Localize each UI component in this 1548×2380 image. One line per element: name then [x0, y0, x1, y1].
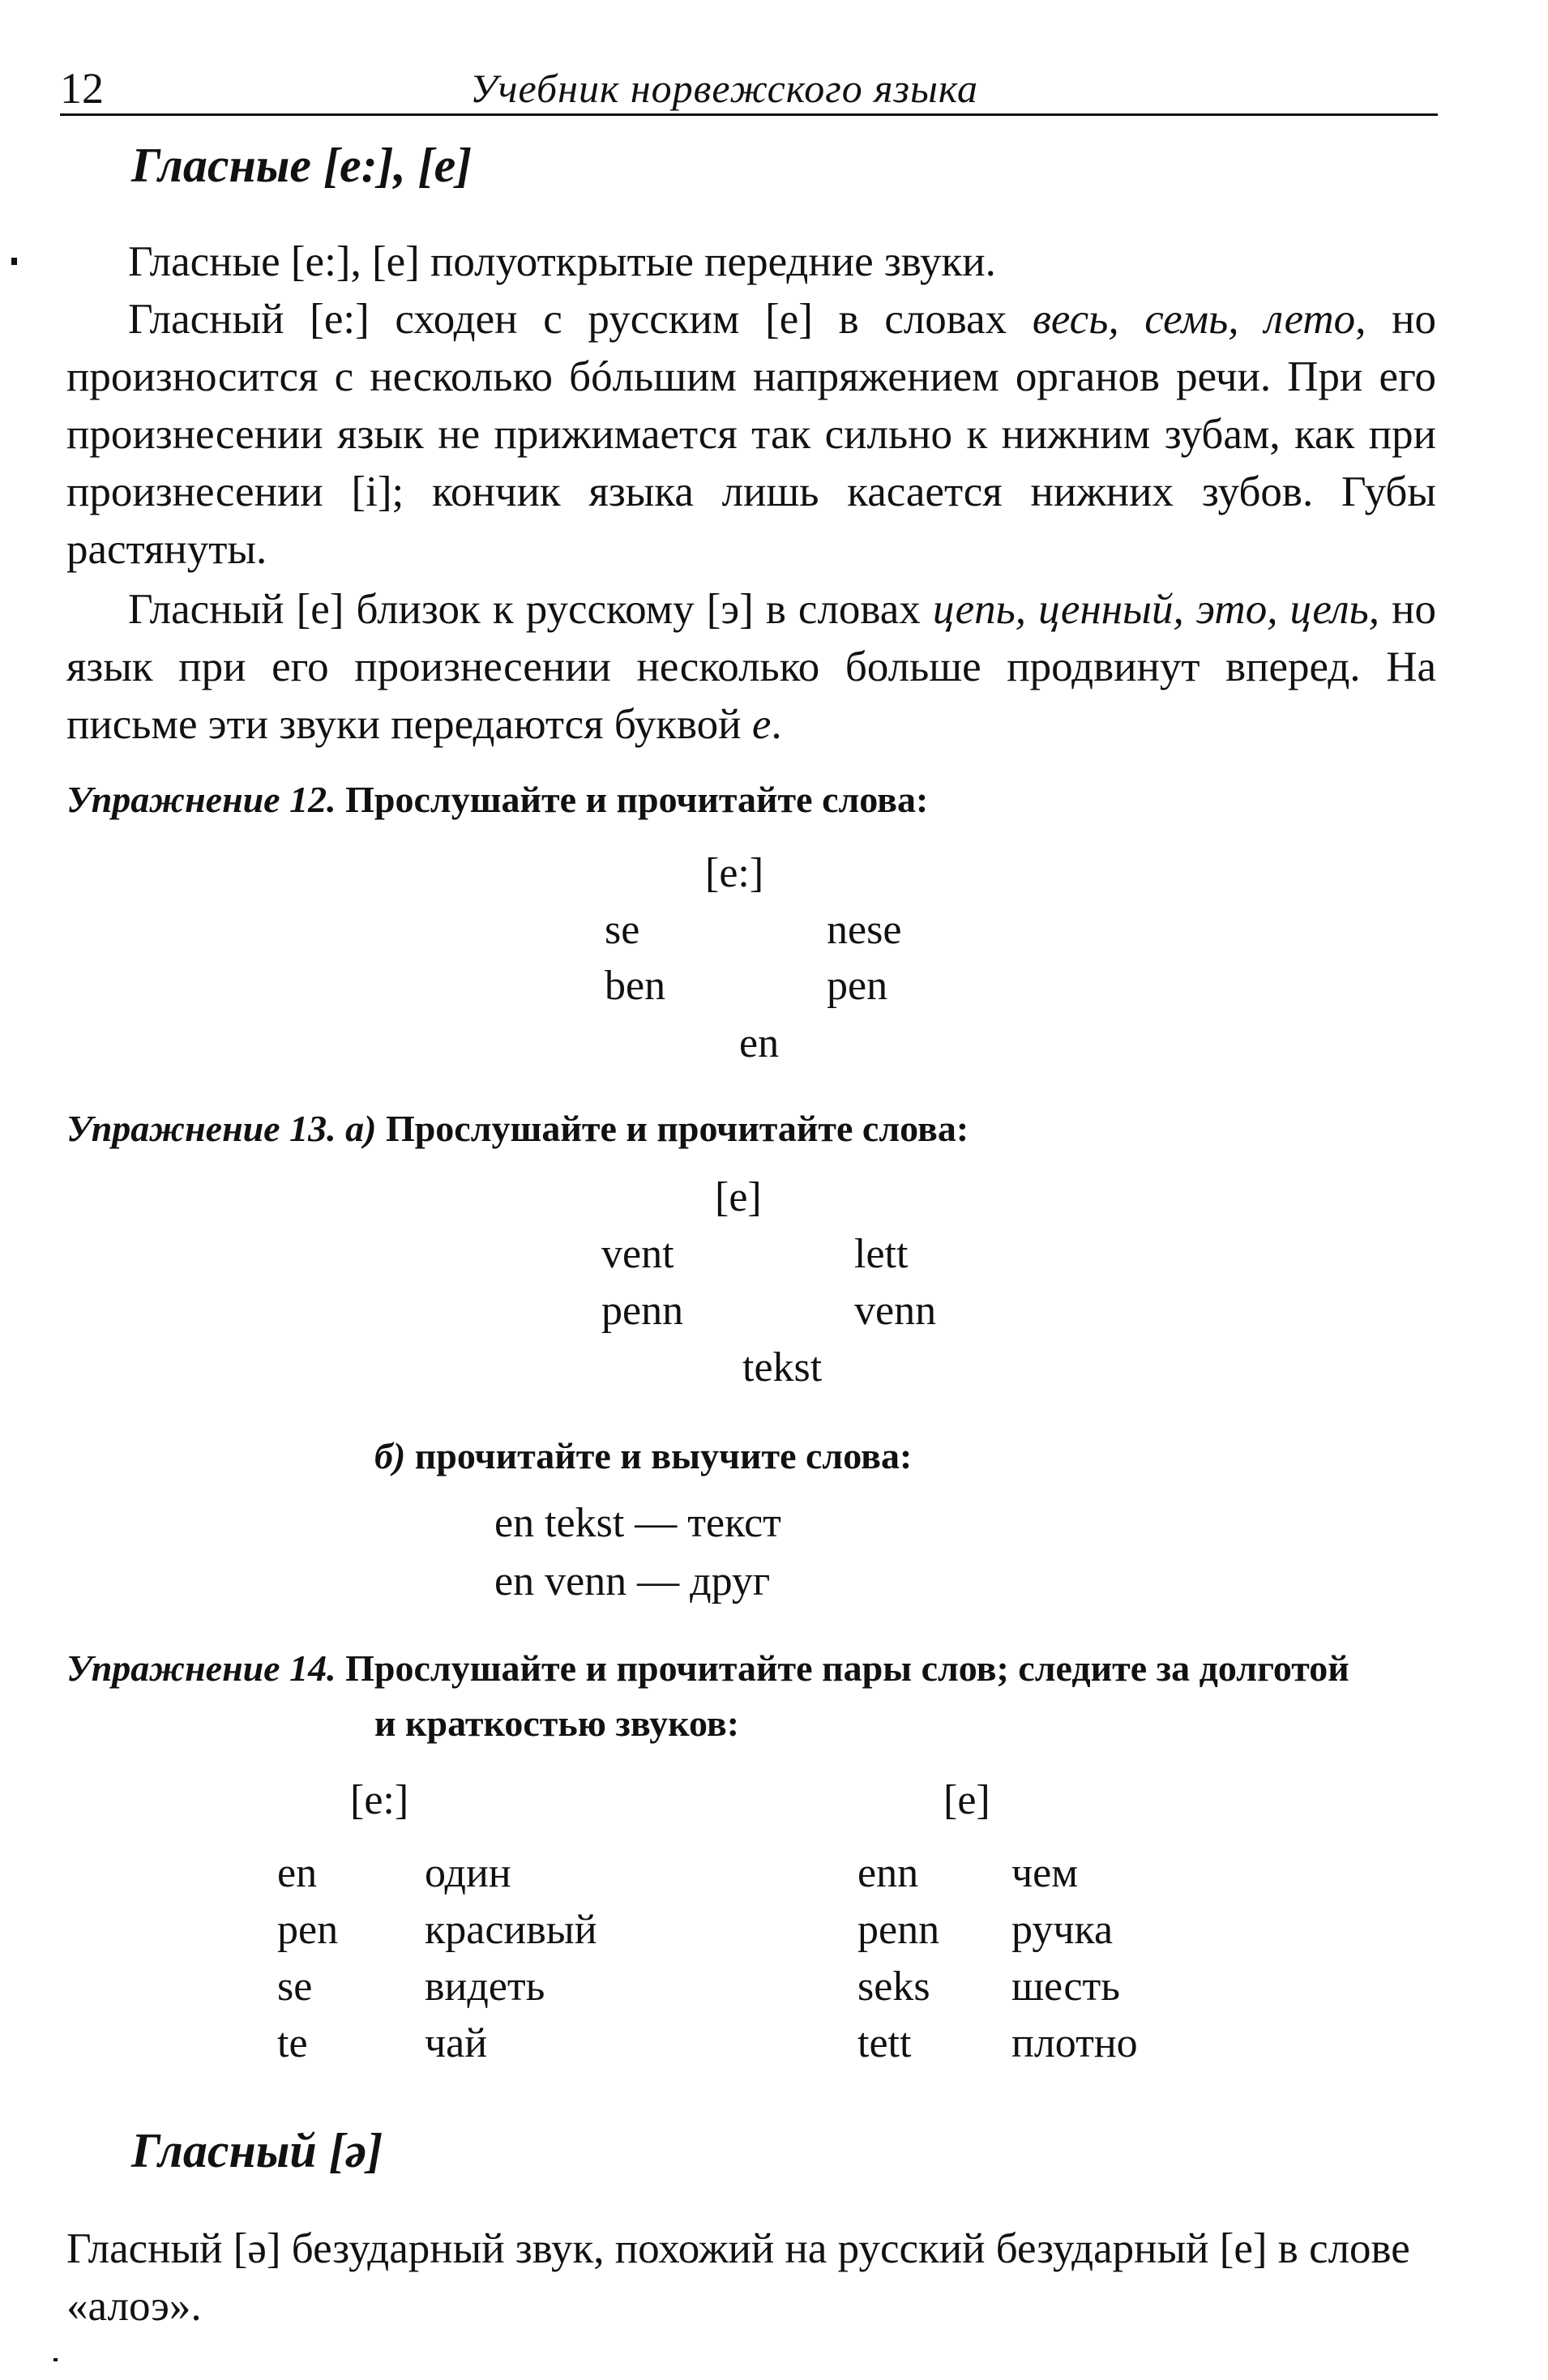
exercise-14-short-translation: чем [1011, 1850, 1079, 1896]
exercise-14-long-word: en [277, 1850, 318, 1896]
exercise-14-long-word: pen [277, 1907, 339, 1953]
exercise-12-word: nese [827, 907, 902, 953]
exercise-13-header [66, 1107, 969, 1150]
exercise-13-phoneme: [e] [715, 1174, 762, 1220]
page-number: 12 [60, 64, 104, 113]
paragraph-3 [66, 581, 1436, 754]
scan-mark [11, 258, 17, 265]
exercise-12-phoneme: [e:] [705, 850, 764, 896]
exercise-14-instruction-1: Прослушайте и прочитайте пары слов; следите за долготой [345, 1647, 1349, 1689]
exercise-14-long-translation: один [425, 1850, 511, 1896]
exercise-12-word: pen [827, 963, 888, 1009]
exercise-13-vocab: en tekst — текст [494, 1500, 781, 1546]
paragraph-1-text: Гласные [e:], [e] полуоткрытые передние звуки. [128, 238, 996, 285]
exercise-14-long-translation: чай [425, 2020, 488, 2066]
exercise-14-short-translation: шесть [1011, 1963, 1120, 2010]
paragraph-3-examples: цепь, ценный, это, цель, [932, 586, 1380, 633]
exercise-13-label: Упражнение 13. [66, 1108, 336, 1149]
exercise-14-short-translation: плотно [1011, 2020, 1138, 2066]
section-heading-e: Гласные [e:], [e] [131, 139, 473, 192]
section-heading-schwa: Гласный [ə] [131, 2124, 383, 2177]
paragraph-3-letter: е [751, 701, 772, 748]
exercise-13-instruction-a: Прослушайте и прочитайте слова: [385, 1108, 969, 1149]
exercise-13-word: penn [601, 1288, 684, 1334]
paragraph-3-text-c: . [771, 701, 782, 748]
header-rule [60, 113, 1438, 116]
exercise-14-label: Упражнение 14. [66, 1647, 336, 1689]
exercise-13-word: lett [854, 1231, 909, 1277]
paragraph-2-text-b: , но произносится с несколько бóльшим напряжением органов речи. При его произнесении язык не прижимается так сильно к нижним зубам, как при произнесении [i]; кончик языка лишь касается нижних зубов. Губы растянуты. [66, 296, 1436, 573]
exercise-14-instruction-2: и краткостью звуков: [374, 1703, 740, 1744]
paragraph-3-text-b: но язык при его произнесении несколько больше продвинут вперед. На письме эти звуки передаются буквой [66, 586, 1436, 748]
exercise-12-word: ben [605, 963, 666, 1009]
exercise-14-short-word: tett [857, 2020, 912, 2066]
exercise-14-long-translation: видеть [425, 1963, 545, 2010]
exercise-13-vocab: en venn — друг [494, 1558, 771, 1604]
exercise-13-word: tekst [742, 1344, 823, 1391]
paragraph-2 [66, 291, 1436, 579]
exercise-13-part-b: б) [374, 1435, 406, 1476]
exercise-12-instruction: Прослушайте и прочитайте слова: [345, 779, 929, 820]
paragraph-2-text-a: Гласный [e:] сходен с русским [е] в словах [128, 296, 1033, 343]
exercise-14-long-translation: красивый [425, 1907, 597, 1953]
exercise-12-word: se [605, 907, 640, 953]
exercise-13-header-b [374, 1434, 912, 1477]
paragraph-2-examples: весь, семь, лето [1032, 296, 1356, 343]
exercise-14-header-line2 [374, 1702, 739, 1745]
scan-mark [53, 2358, 58, 2361]
paragraph-schwa: Гласный [ə] безударный звук, похожий на русский безударный [е] в слове «алоэ». [66, 2225, 1410, 2330]
exercise-14-short-word: seks [857, 1963, 930, 2010]
exercise-13-part-a: а) [345, 1108, 377, 1149]
exercise-13-instruction-b: прочитайте и выучите слова: [414, 1435, 913, 1476]
exercise-12-header [66, 778, 928, 821]
exercise-14-header [66, 1647, 1349, 1690]
paragraph-1 [66, 233, 1436, 291]
exercise-14-long-phoneme: [e:] [350, 1777, 409, 1823]
exercise-12-word: en [739, 1020, 780, 1066]
exercise-13-word: vent [601, 1231, 674, 1277]
exercise-14-short-phoneme: [e] [943, 1777, 990, 1823]
exercise-13-word: venn [854, 1288, 937, 1334]
exercise-14-long-word: te [277, 2020, 308, 2066]
running-title: Учебник норвежского языка [470, 66, 979, 111]
exercise-12-label: Упражнение 12. [66, 779, 336, 820]
paragraph-3-text-a: Гласный [e] близок к русскому [э] в словах [128, 586, 933, 633]
exercise-14-short-translation: ручка [1011, 1907, 1114, 1953]
exercise-14-long-word: se [277, 1963, 313, 2010]
exercise-14-short-word: penn [857, 1907, 940, 1953]
exercise-14-short-word: enn [857, 1850, 919, 1896]
